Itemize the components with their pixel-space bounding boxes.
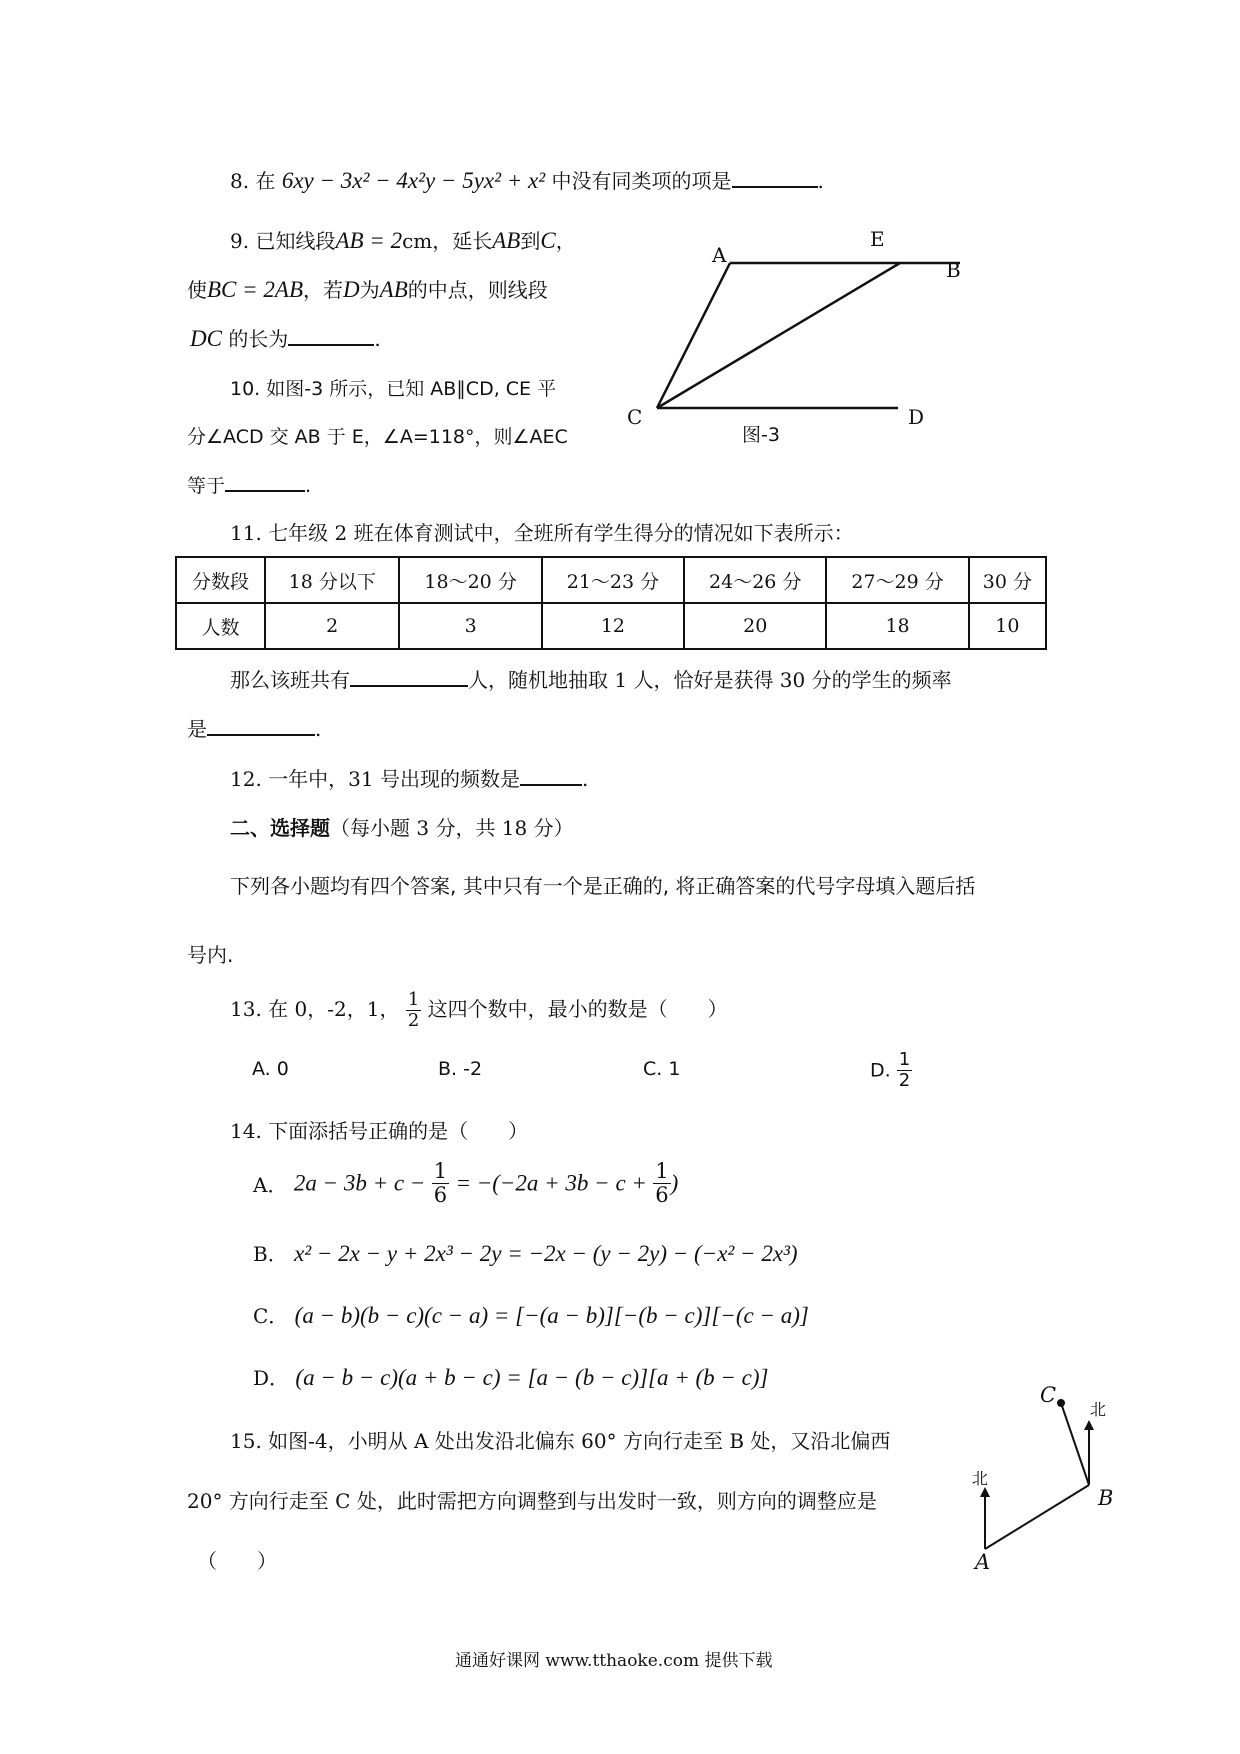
- question-14-stem: 14. 下面添括号正确的是（ ）: [230, 1119, 529, 1143]
- page-footer: 通通好课网 www.tthaoke.com 提供下载: [455, 1651, 773, 1671]
- table-cell: 12: [542, 603, 684, 649]
- table-header-cell: 24～26 分: [684, 557, 826, 603]
- question-8: 8. 在 6xy − 3x² − 4x²y − 5yx² + x² 中没有同类项的项是 .: [230, 168, 824, 193]
- q14-option-d[interactable]: D． (a − b − c)(a + b − c) = [a − (b − c)][a + (b − c)]: [253, 1365, 769, 1390]
- fig4-label-a: A: [975, 1550, 991, 1574]
- fraction: $\frac{1}{2}$: [898, 1049, 911, 1091]
- fraction: $\frac{1}{2}$: [407, 989, 420, 1031]
- fraction: $\frac{1}{6}$: [433, 1159, 448, 1207]
- q13-option-b[interactable]: B. -2: [438, 1058, 483, 1080]
- table-header-cell: 分数段: [176, 557, 265, 603]
- q13-option-d[interactable]: D. $\frac{1}{2}$: [870, 1049, 911, 1091]
- table-cell: 人数: [176, 603, 265, 649]
- question-10-line-3: 等于 .: [187, 472, 311, 499]
- section-2-heading: 二、选择题（每小题 3 分，共 18 分）: [230, 816, 574, 840]
- question-15-line-3: （ ）: [197, 1549, 277, 1573]
- table-cell: 3: [399, 603, 541, 649]
- answer-blank[interactable]: [288, 326, 374, 346]
- table-header-cell: 18 分以下: [265, 557, 400, 603]
- figure-3: [620, 225, 980, 445]
- fraction: $\frac{1}{6}$: [655, 1159, 669, 1207]
- answer-blank[interactable]: [520, 766, 582, 786]
- answer-blank[interactable]: [732, 168, 818, 188]
- answer-blank[interactable]: [225, 472, 305, 492]
- q13-option-c[interactable]: C. 1: [643, 1058, 681, 1080]
- table-header-cell: 21～23 分: [542, 557, 684, 603]
- section-title: 二、选择题: [230, 816, 330, 840]
- question-11-intro: 11. 七年级 2 班在体育测试中，全班所有学生得分的情况如下表所示：: [230, 521, 854, 545]
- fig3-label-a: A: [712, 243, 727, 267]
- fig4-label-c: C: [1040, 1383, 1057, 1407]
- question-11-after-line-1: 那么该班共有 人，随机地抽取 1 人，恰好是获得 30 分的学生的频率: [230, 668, 952, 692]
- answer-blank[interactable]: [350, 667, 468, 687]
- fig4-label-b: B: [1098, 1486, 1114, 1510]
- section-2-instruction-line-2: 号内.: [187, 943, 234, 967]
- question-10-line-2: 分∠ACD 交 AB 于 E，∠A=118°，则∠AEC: [187, 426, 568, 448]
- question-15-line-2: 20° 方向行走至 C 处，此时需把方向调整到与出发时一致，则方向的调整应是: [187, 1489, 877, 1513]
- question-15-line-1: 15. 如图-4，小明从 A 处出发沿北偏东 60° 方向行走至 B 处，又沿北偏西: [230, 1429, 891, 1453]
- fig3-label-c: C: [627, 405, 643, 429]
- fig3-label-d: D: [908, 405, 925, 429]
- q14-option-a[interactable]: A． 2a − 3b + c − $\frac{1}{6}$ = −(−2a + 3b − c + $\frac{1}{6}$ ): [253, 1159, 679, 1207]
- question-10-line-1: 10. 如图-3 所示，已知 AB∥CD, CE 平: [230, 378, 557, 400]
- table-cell: 20: [684, 603, 826, 649]
- score-table: [175, 556, 1047, 650]
- fig3-label-b: B: [946, 258, 961, 282]
- table-cell: 18: [826, 603, 968, 649]
- table-header-cell: 18～20 分: [399, 557, 541, 603]
- q8-expression: 6xy − 3x² − 4x²y − 5yx² + x²: [281, 168, 546, 193]
- fig4-north-label-a: 北: [972, 1469, 989, 1488]
- fig3-caption: 图-3: [742, 424, 780, 446]
- table-header-cell: 30 分: [969, 557, 1046, 603]
- answer-blank[interactable]: [207, 716, 315, 736]
- question-12: 12. 一年中，31 号出现的频数是 .: [230, 767, 589, 791]
- q13-option-a[interactable]: A. 0: [252, 1058, 289, 1080]
- question-11-after-line-2: 是 .: [187, 717, 322, 741]
- table-row: [176, 557, 1046, 603]
- fig4-north-label-b: 北: [1090, 1400, 1107, 1419]
- question-13: 13. 在 0，-2，1， $\frac{1}{2}$ 这四个数中，最小的数是（ ）: [230, 989, 728, 1031]
- table-cell: 10: [969, 603, 1046, 649]
- segment-cb: [1061, 1403, 1089, 1485]
- table-header-cell: 27～29 分: [826, 557, 968, 603]
- question-9-line-3: DC 的长为 .: [190, 326, 381, 351]
- q14-option-b[interactable]: B． x² − 2x − y + 2x³ − 2y = −2x − (y − 2y) − (−x² − 2x³): [253, 1241, 798, 1266]
- table-cell: 2: [265, 603, 400, 649]
- section-2-instruction-line-1: 下列各小题均有四个答案, 其中只有一个是正确的, 将正确答案的代号字母填入题后括: [230, 874, 976, 898]
- fig3-label-e: E: [870, 227, 885, 251]
- segment-ab: [985, 1485, 1089, 1549]
- question-9-line-1: 9. 已知线段AB = 2cm，延长AB到C，: [230, 228, 576, 253]
- question-9-line-2: 使BC = 2AB，若D为AB的中点，则线段: [187, 277, 548, 302]
- q14-option-c[interactable]: C． (a − b)(b − c)(c − a) = [−(a − b)][−(b − c)][−(c − a)]: [253, 1303, 809, 1328]
- table-row: [176, 603, 1046, 649]
